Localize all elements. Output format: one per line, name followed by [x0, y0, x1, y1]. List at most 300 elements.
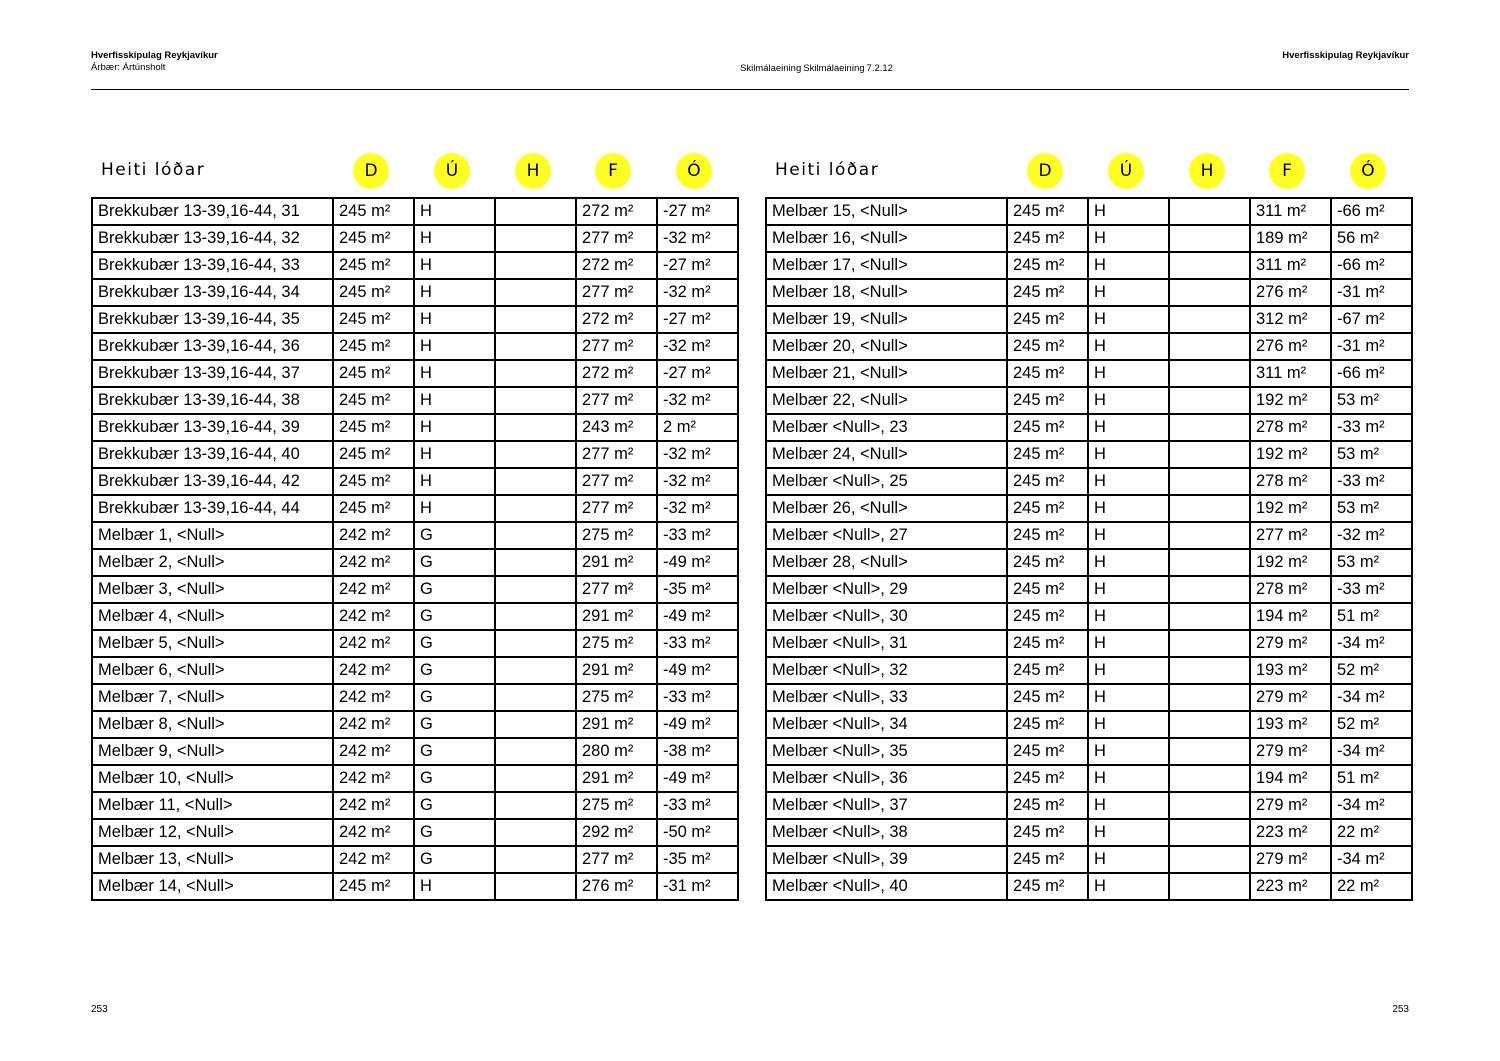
cell-h	[495, 576, 576, 603]
cell-h	[1169, 846, 1250, 873]
table-row	[766, 765, 1412, 792]
cell-o: -35 m²	[657, 846, 738, 873]
cell-d: 245 m²	[1007, 522, 1088, 549]
cell-o: 2 m²	[657, 414, 738, 441]
cell-h	[495, 279, 576, 306]
cell-u: H	[1088, 252, 1169, 279]
cell-h	[495, 765, 576, 792]
cell-lot-name: Melbær <Null>, 36	[766, 765, 1007, 792]
cell-d: 245 m²	[333, 252, 414, 279]
cell-lot-name: Melbær 12, <Null>	[92, 819, 333, 846]
cell-u: H	[1088, 846, 1169, 873]
table-left-header	[91, 153, 737, 197]
page-number-left: 253	[91, 1004, 108, 1015]
cell-d: 242 m²	[333, 765, 414, 792]
cell-lot-name: Melbær 18, <Null>	[766, 279, 1007, 306]
table-row	[92, 711, 738, 738]
cell-u: H	[1088, 306, 1169, 333]
cell-o: -32 m²	[657, 333, 738, 360]
cell-lot-name: Brekkubær 13-39,16-44, 39	[92, 414, 333, 441]
cell-h	[495, 738, 576, 765]
table-row	[92, 198, 738, 225]
cell-lot-name: Melbær <Null>, 30	[766, 603, 1007, 630]
cell-f: 311 m²	[1250, 198, 1331, 225]
cell-d: 242 m²	[333, 603, 414, 630]
cell-d: 245 m²	[1007, 657, 1088, 684]
cell-d: 245 m²	[1007, 306, 1088, 333]
cell-lot-name: Melbær <Null>, 35	[766, 738, 1007, 765]
cell-lot-name: Brekkubær 13-39,16-44, 34	[92, 279, 333, 306]
cell-h	[495, 711, 576, 738]
table-row	[92, 630, 738, 657]
cell-d: 245 m²	[1007, 630, 1088, 657]
cell-f: 278 m²	[1250, 468, 1331, 495]
cell-f: 279 m²	[1250, 630, 1331, 657]
cell-lot-name: Brekkubær 13-39,16-44, 44	[92, 495, 333, 522]
cell-lot-name: Melbær 14, <Null>	[92, 873, 333, 900]
cell-d: 245 m²	[333, 441, 414, 468]
cell-d: 242 m²	[333, 792, 414, 819]
cell-lot-name: Melbær 9, <Null>	[92, 738, 333, 765]
cell-h	[495, 360, 576, 387]
cell-d: 245 m²	[333, 279, 414, 306]
cell-lot-name: Melbær 4, <Null>	[92, 603, 333, 630]
cell-u: H	[414, 279, 495, 306]
cell-o: -49 m²	[657, 657, 738, 684]
cell-lot-name: Melbær <Null>, 25	[766, 468, 1007, 495]
table-row	[92, 495, 738, 522]
cell-f: 291 m²	[576, 765, 657, 792]
table-row	[766, 252, 1412, 279]
table-row	[766, 657, 1412, 684]
cell-f: 272 m²	[576, 252, 657, 279]
cell-o: -27 m²	[657, 306, 738, 333]
cell-f: 279 m²	[1250, 792, 1331, 819]
cell-h	[495, 792, 576, 819]
cell-f: 272 m²	[576, 306, 657, 333]
section-label-b: Skilmálaeining	[803, 63, 865, 74]
cell-h	[495, 225, 576, 252]
cell-d: 242 m²	[333, 819, 414, 846]
cell-d: 245 m²	[1007, 225, 1088, 252]
table-row	[766, 549, 1412, 576]
cell-d: 245 m²	[333, 360, 414, 387]
cell-h	[1169, 225, 1250, 252]
cell-h	[495, 495, 576, 522]
cell-f: 277 m²	[576, 576, 657, 603]
table-row	[92, 468, 738, 495]
cell-lot-name: Melbær 20, <Null>	[766, 333, 1007, 360]
table-left	[91, 153, 737, 901]
cell-h	[495, 306, 576, 333]
cell-lot-name: Melbær 7, <Null>	[92, 684, 333, 711]
column-header-d: D	[353, 153, 389, 189]
cell-o: -35 m²	[657, 576, 738, 603]
cell-o: -32 m²	[657, 387, 738, 414]
cell-h	[1169, 279, 1250, 306]
cell-f: 192 m²	[1250, 495, 1331, 522]
table-row	[92, 819, 738, 846]
cell-o: -31 m²	[657, 873, 738, 900]
table-row	[766, 846, 1412, 873]
cell-o: -33 m²	[1331, 414, 1412, 441]
cell-u: G	[414, 576, 495, 603]
cell-u: H	[414, 495, 495, 522]
cell-h	[1169, 468, 1250, 495]
cell-o: -66 m²	[1331, 198, 1412, 225]
cell-f: 277 m²	[576, 225, 657, 252]
cell-d: 245 m²	[1007, 603, 1088, 630]
cell-f: 277 m²	[576, 387, 657, 414]
cell-d: 242 m²	[333, 657, 414, 684]
cell-lot-name: Melbær 15, <Null>	[766, 198, 1007, 225]
cell-lot-name: Brekkubær 13-39,16-44, 35	[92, 306, 333, 333]
table-row	[766, 468, 1412, 495]
table-row	[766, 684, 1412, 711]
cell-o: -66 m²	[1331, 252, 1412, 279]
cell-u: H	[414, 306, 495, 333]
cell-d: 245 m²	[333, 387, 414, 414]
cell-f: 277 m²	[576, 495, 657, 522]
cell-u: G	[414, 738, 495, 765]
cell-d: 245 m²	[1007, 819, 1088, 846]
cell-o: -49 m²	[657, 711, 738, 738]
cell-f: 278 m²	[1250, 576, 1331, 603]
cell-u: G	[414, 630, 495, 657]
cell-f: 192 m²	[1250, 549, 1331, 576]
cell-o: -31 m²	[1331, 279, 1412, 306]
cell-f: 291 m²	[576, 711, 657, 738]
cell-lot-name: Melbær 3, <Null>	[92, 576, 333, 603]
cell-f: 277 m²	[576, 468, 657, 495]
cell-lot-name: Melbær <Null>, 27	[766, 522, 1007, 549]
cell-h	[495, 198, 576, 225]
cell-lot-name: Brekkubær 13-39,16-44, 42	[92, 468, 333, 495]
cell-d: 245 m²	[1007, 441, 1088, 468]
cell-u: G	[414, 603, 495, 630]
cell-d: 242 m²	[333, 522, 414, 549]
cell-d: 245 m²	[333, 306, 414, 333]
cell-h	[1169, 360, 1250, 387]
cell-h	[1169, 792, 1250, 819]
cell-f: 277 m²	[576, 441, 657, 468]
cell-f: 280 m²	[576, 738, 657, 765]
cell-f: 194 m²	[1250, 765, 1331, 792]
cell-o: -49 m²	[657, 603, 738, 630]
cell-d: 245 m²	[1007, 576, 1088, 603]
table-row	[766, 576, 1412, 603]
cell-u: G	[414, 819, 495, 846]
cell-u: G	[414, 846, 495, 873]
cell-o: -34 m²	[1331, 684, 1412, 711]
cell-h	[1169, 549, 1250, 576]
cell-lot-name: Melbær 22, <Null>	[766, 387, 1007, 414]
column-header-h: H	[515, 153, 551, 189]
cell-f: 275 m²	[576, 792, 657, 819]
cell-lot-name: Melbær 16, <Null>	[766, 225, 1007, 252]
cell-h	[1169, 630, 1250, 657]
column-header-f: F	[1269, 153, 1305, 189]
cell-d: 245 m²	[333, 333, 414, 360]
cell-lot-name: Brekkubær 13-39,16-44, 31	[92, 198, 333, 225]
cell-f: 277 m²	[576, 279, 657, 306]
cell-lot-name: Melbær 11, <Null>	[92, 792, 333, 819]
column-header-name: Heiti lóðar	[775, 160, 880, 180]
cell-o: -50 m²	[657, 819, 738, 846]
cell-u: H	[414, 225, 495, 252]
cell-o: -27 m²	[657, 252, 738, 279]
cell-h	[495, 468, 576, 495]
table-right	[765, 153, 1411, 901]
cell-u: H	[414, 252, 495, 279]
cell-d: 245 m²	[1007, 333, 1088, 360]
table-row	[766, 738, 1412, 765]
cell-h	[1169, 819, 1250, 846]
cell-o: -33 m²	[1331, 468, 1412, 495]
cell-f: 272 m²	[576, 360, 657, 387]
cell-f: 193 m²	[1250, 657, 1331, 684]
cell-o: -34 m²	[1331, 738, 1412, 765]
cell-h	[1169, 684, 1250, 711]
cell-o: -33 m²	[1331, 576, 1412, 603]
cell-u: H	[1088, 279, 1169, 306]
page-header-right: Hverfisskipulag Reykjavíkur	[1282, 50, 1409, 61]
cell-d: 245 m²	[1007, 765, 1088, 792]
column-header-h: H	[1189, 153, 1225, 189]
header-divider	[91, 89, 1409, 90]
table-row	[766, 225, 1412, 252]
cell-o: 53 m²	[1331, 441, 1412, 468]
cell-u: H	[1088, 468, 1169, 495]
cell-f: 223 m²	[1250, 819, 1331, 846]
cell-h	[495, 819, 576, 846]
cell-o: -33 m²	[657, 684, 738, 711]
cell-d: 242 m²	[333, 549, 414, 576]
cell-f: 194 m²	[1250, 603, 1331, 630]
cell-h	[495, 414, 576, 441]
cell-d: 245 m²	[333, 873, 414, 900]
cell-d: 245 m²	[1007, 549, 1088, 576]
cell-lot-name: Melbær 13, <Null>	[92, 846, 333, 873]
table-row	[92, 873, 738, 900]
cell-d: 245 m²	[1007, 387, 1088, 414]
page-number-right: 253	[1392, 1004, 1409, 1015]
cell-d: 242 m²	[333, 711, 414, 738]
cell-h	[1169, 738, 1250, 765]
cell-lot-name: Brekkubær 13-39,16-44, 33	[92, 252, 333, 279]
cell-lot-name: Melbær <Null>, 33	[766, 684, 1007, 711]
cell-lot-name: Melbær <Null>, 39	[766, 846, 1007, 873]
cell-d: 245 m²	[1007, 495, 1088, 522]
cell-u: H	[414, 873, 495, 900]
cell-o: -34 m²	[1331, 630, 1412, 657]
cell-f: 279 m²	[1250, 846, 1331, 873]
cell-o: -27 m²	[657, 360, 738, 387]
cell-lot-name: Melbær 17, <Null>	[766, 252, 1007, 279]
table-row	[92, 306, 738, 333]
cell-d: 242 m²	[333, 576, 414, 603]
cell-f: 276 m²	[1250, 279, 1331, 306]
cell-d: 245 m²	[1007, 468, 1088, 495]
cell-lot-name: Melbær <Null>, 29	[766, 576, 1007, 603]
table-row	[92, 225, 738, 252]
cell-o: -33 m²	[657, 522, 738, 549]
cell-d: 245 m²	[1007, 198, 1088, 225]
cell-d: 242 m²	[333, 630, 414, 657]
cell-f: 272 m²	[576, 198, 657, 225]
cell-f: 193 m²	[1250, 711, 1331, 738]
cell-h	[495, 846, 576, 873]
cell-o: -32 m²	[657, 495, 738, 522]
cell-u: G	[414, 522, 495, 549]
table-row	[766, 360, 1412, 387]
cell-d: 245 m²	[1007, 873, 1088, 900]
table-row	[92, 657, 738, 684]
cell-f: 192 m²	[1250, 441, 1331, 468]
cell-f: 243 m²	[576, 414, 657, 441]
cell-h	[495, 549, 576, 576]
cell-o: -32 m²	[1331, 522, 1412, 549]
column-header-name: Heiti lóðar	[101, 160, 206, 180]
cell-d: 245 m²	[1007, 252, 1088, 279]
table-row	[766, 792, 1412, 819]
table-row	[766, 630, 1412, 657]
table-row	[92, 765, 738, 792]
table-row	[92, 333, 738, 360]
cell-d: 245 m²	[333, 495, 414, 522]
cell-o: 51 m²	[1331, 603, 1412, 630]
cell-u: H	[1088, 522, 1169, 549]
cell-u: H	[1088, 495, 1169, 522]
cell-o: -32 m²	[657, 225, 738, 252]
cell-o: -31 m²	[1331, 333, 1412, 360]
cell-o: -34 m²	[1331, 792, 1412, 819]
cell-h	[495, 252, 576, 279]
cell-lot-name: Melbær 19, <Null>	[766, 306, 1007, 333]
cell-o: -34 m²	[1331, 846, 1412, 873]
cell-h	[1169, 603, 1250, 630]
cell-lot-name: Melbær 24, <Null>	[766, 441, 1007, 468]
table-row	[766, 441, 1412, 468]
cell-f: 192 m²	[1250, 387, 1331, 414]
cell-h	[495, 657, 576, 684]
cell-h	[1169, 765, 1250, 792]
column-header-u: Ú	[434, 153, 470, 189]
cell-d: 242 m²	[333, 846, 414, 873]
cell-u: G	[414, 765, 495, 792]
cell-lot-name: Melbær <Null>, 40	[766, 873, 1007, 900]
cell-u: H	[1088, 792, 1169, 819]
table-row	[92, 684, 738, 711]
cell-d: 245 m²	[1007, 279, 1088, 306]
cell-u: H	[414, 360, 495, 387]
section-label-a: Skilmálaeining	[740, 63, 802, 74]
table-row	[766, 819, 1412, 846]
data-table-right	[765, 197, 1413, 901]
cell-o: -32 m²	[657, 279, 738, 306]
column-header-o: Ó	[1350, 153, 1386, 189]
cell-u: H	[1088, 549, 1169, 576]
cell-lot-name: Melbær 2, <Null>	[92, 549, 333, 576]
cell-u: G	[414, 549, 495, 576]
cell-u: H	[1088, 387, 1169, 414]
cell-o: -32 m²	[657, 468, 738, 495]
table-row	[92, 792, 738, 819]
cell-h	[1169, 576, 1250, 603]
cell-h	[1169, 387, 1250, 414]
table-left-body	[92, 198, 738, 900]
cell-o: 51 m²	[1331, 765, 1412, 792]
cell-d: 242 m²	[333, 684, 414, 711]
column-header-d: D	[1027, 153, 1063, 189]
cell-f: 277 m²	[1250, 522, 1331, 549]
page-header-center	[740, 63, 895, 74]
cell-lot-name: Melbær 8, <Null>	[92, 711, 333, 738]
cell-u: H	[414, 414, 495, 441]
cell-d: 245 m²	[333, 468, 414, 495]
cell-u: H	[1088, 819, 1169, 846]
cell-h	[495, 873, 576, 900]
cell-o: -33 m²	[657, 792, 738, 819]
table-row	[92, 252, 738, 279]
cell-u: H	[1088, 711, 1169, 738]
cell-d: 245 m²	[1007, 360, 1088, 387]
cell-o: -27 m²	[657, 198, 738, 225]
cell-h	[1169, 198, 1250, 225]
table-row	[92, 279, 738, 306]
page-header-left	[91, 50, 218, 74]
cell-u: H	[1088, 225, 1169, 252]
cell-d: 245 m²	[1007, 711, 1088, 738]
table-row	[92, 522, 738, 549]
cell-h	[1169, 657, 1250, 684]
cell-f: 291 m²	[576, 657, 657, 684]
cell-h	[495, 630, 576, 657]
table-row	[92, 441, 738, 468]
cell-f: 291 m²	[576, 603, 657, 630]
cell-lot-name: Melbær <Null>, 34	[766, 711, 1007, 738]
table-row	[766, 603, 1412, 630]
cell-h	[1169, 873, 1250, 900]
cell-h	[1169, 522, 1250, 549]
table-row	[92, 360, 738, 387]
cell-f: 189 m²	[1250, 225, 1331, 252]
cell-lot-name: Melbær 21, <Null>	[766, 360, 1007, 387]
cell-f: 311 m²	[1250, 360, 1331, 387]
cell-o: 53 m²	[1331, 549, 1412, 576]
cell-u: G	[414, 792, 495, 819]
cell-u: H	[1088, 576, 1169, 603]
table-row	[766, 873, 1412, 900]
cell-u: H	[414, 333, 495, 360]
table-row	[92, 846, 738, 873]
cell-o: -38 m²	[657, 738, 738, 765]
cell-o: -33 m²	[657, 630, 738, 657]
cell-lot-name: Brekkubær 13-39,16-44, 36	[92, 333, 333, 360]
cell-o: 56 m²	[1331, 225, 1412, 252]
table-row	[92, 387, 738, 414]
cell-o: -49 m²	[657, 765, 738, 792]
cell-u: H	[1088, 360, 1169, 387]
cell-lot-name: Melbær <Null>, 37	[766, 792, 1007, 819]
cell-f: 275 m²	[576, 630, 657, 657]
cell-o: 52 m²	[1331, 657, 1412, 684]
cell-f: 278 m²	[1250, 414, 1331, 441]
cell-f: 311 m²	[1250, 252, 1331, 279]
cell-o: -32 m²	[657, 441, 738, 468]
cell-d: 245 m²	[1007, 684, 1088, 711]
table-row	[766, 522, 1412, 549]
